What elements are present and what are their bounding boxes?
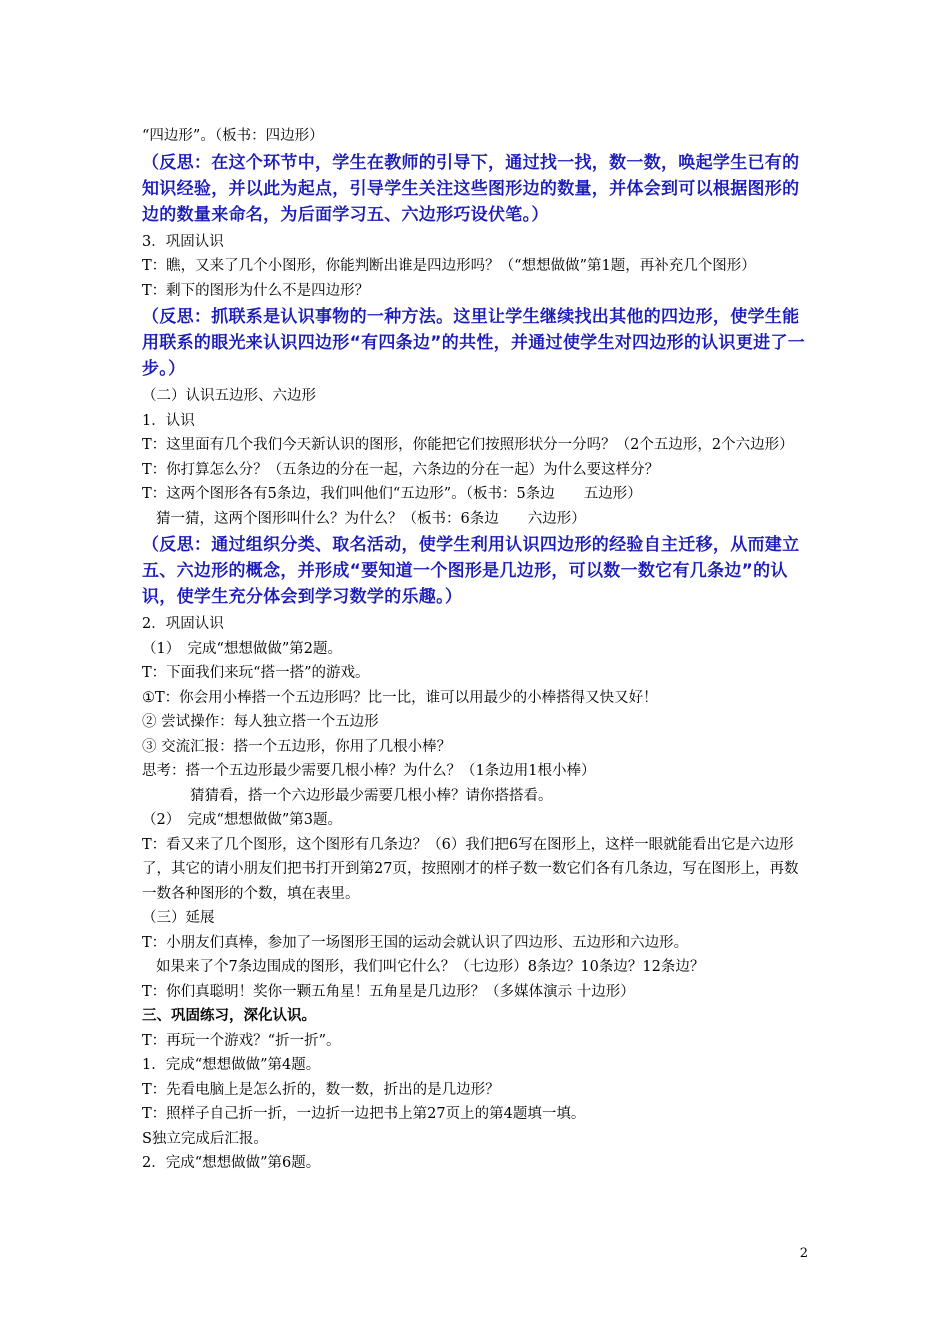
text-line: T：先看电脑上是怎么折的，数一数，折出的是几边形？ — [142, 1081, 500, 1098]
text-line: T：你打算怎么分？（五条边的分在一起，六条边的分在一起）为什么要这样分？ — [142, 461, 660, 478]
text-line: 1．完成“想想做做”第4题。 — [142, 1057, 321, 1073]
text-line: 猜猜看，搭一个六边形最少需要几根小棒？请你搭搭看。 — [190, 787, 553, 804]
section-heading: （二）认识五边形、六边形 — [142, 388, 316, 404]
reflection-paragraph: （反思：通过组织分类、取名活动，使学生利用认识四边形的经验自主迁移，从而建立五、六边形的概念，并形成“要知道一个图形是几边形，可以数一数它有几条边”的认识，使学生充分体会到学习数学的乐趣。） — [142, 535, 800, 607]
text-line: T：瞧，又来了几个小图形，你能判断出谁是四边形吗？（“想想做做”第1题，再补充几个图形） — [142, 258, 756, 274]
text-line: ② 尝试操作：每人独立搭一个五边形 — [142, 714, 379, 730]
section-heading: 2．巩固认识 — [142, 616, 224, 632]
text-line: T：你们真聪明！奖你一颗五角星！五角星是几边形？（多媒体演示 十边形） — [142, 983, 635, 1000]
reflection-paragraph: （反思：在这个环节中，学生在教师的引导下，通过找一找，数一数，唤起学生已有的知识经验，并以此为起点，引导学生关注这些图形边的数量，并体会到可以根据图形的边的数量来命名，为后面学习五、六边形巧设伏笔。） — [142, 152, 800, 225]
text-line: （2） 完成“想想做做”第3题。 — [142, 812, 343, 828]
text-line: T：小朋友们真棒，参加了一场图形王国的运动会就认识了四边形、五边形和六边形。 — [142, 934, 689, 951]
text-line: ③ 交流汇报：搭一个五边形，你用了几根小棒？ — [142, 738, 452, 755]
text-line: T：这两个图形各有5条边，我们叫他们“五边形”。（板书：5条边 五边形） — [142, 486, 642, 502]
text-line: 如果来了个7条边围成的图形，我们叫它什么？（七边形）8条边？10条边？12条边？ — [156, 959, 705, 975]
text-line: （1） 完成“想想做做”第2题。 — [142, 640, 343, 657]
section-heading: （三）延展 — [142, 910, 215, 926]
section-heading: 3．巩固认识 — [142, 233, 224, 250]
text-line: 2．完成“想想做做”第6题。 — [142, 1155, 321, 1171]
text-line: T：剩下的图形为什么不是四边形？ — [142, 282, 370, 299]
section-heading: 1．认识 — [142, 412, 195, 429]
text-line: T：再玩一个游戏？“折一折”。 — [142, 1032, 341, 1049]
text-line: 猜一猜，这两个图形叫什么？为什么？（板书：6条边 六边形） — [156, 510, 586, 527]
text-line: 思考：搭一个五边形最少需要几根小棒？为什么？（1条边用1根小棒） — [142, 763, 596, 779]
text-line: T：这里面有几个我们今天新认识的图形，你能把它们按照形状分一分吗？（2个五边形，2个六边形） — [142, 437, 794, 453]
page-number: 2 — [799, 1246, 808, 1261]
reflection-paragraph: （反思：抓联系是认识事物的一种方法。这里让学生继续找出其他的四边形，使学生能用联系的眼光来认识四边形“有四条边”的共性，并通过使学生对四边形的认识更进了一步。） — [142, 307, 806, 379]
text-line: T：看又来了几个图形，这个图形有几条边？（6）我们把6写在图形上，这样一眼就能看出它是六边形了，其它的请小朋友们把书打开到第27页，按照刚才的样子数一数它们各有几条边，写在图形上，再数一数各种图形的个数，填在表里。 — [142, 836, 799, 902]
text-line: T：照样子自己折一折，一边折一边把书上第27页上的第4题填一填。 — [142, 1106, 586, 1122]
text-line: T：下面我们来玩“搭一搭”的游戏。 — [142, 665, 370, 681]
text-line: ①T：你会用小棒搭一个五边形吗？比一比，谁可以用最少的小棒搭得又快又好！ — [142, 689, 658, 706]
text-line: “四边形”。（板书：四边形） — [142, 128, 324, 144]
text-line: S独立完成后汇报。 — [142, 1130, 268, 1147]
section-heading-bold: 三、巩固练习，深化认识。 — [142, 1008, 316, 1024]
